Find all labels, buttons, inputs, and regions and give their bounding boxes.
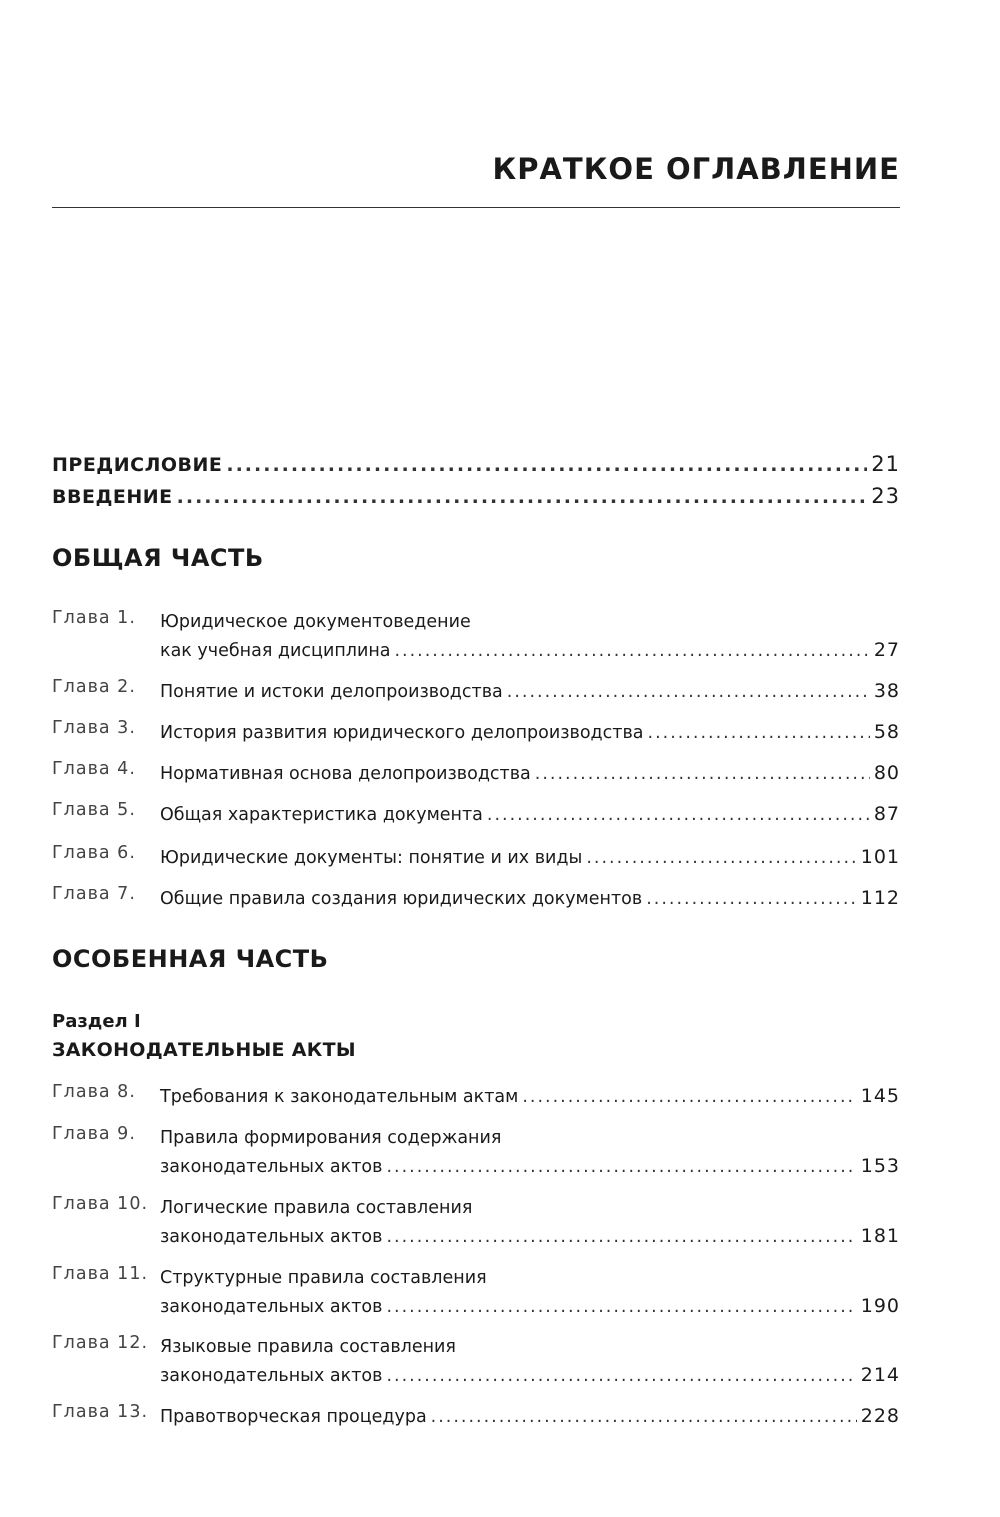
chapter-title-line: Понятие и истоки делопроизводства xyxy=(160,682,503,702)
chapter-title-line: законодательных актов xyxy=(160,1157,383,1177)
chapter-number: Глава 7. xyxy=(52,884,136,904)
chapter-title-line: Требования к законодательным актам xyxy=(160,1087,519,1107)
dot-leader xyxy=(507,678,870,706)
chapter-title-line: Юридическое документоведение xyxy=(160,612,471,632)
chapter-page: 228 xyxy=(860,1405,900,1427)
chapter-number: Глава 10. xyxy=(52,1194,149,1214)
chapter-page: 153 xyxy=(860,1155,900,1177)
special-part-heading: ОСОБЕННАЯ ЧАСТЬ xyxy=(52,945,329,973)
chapter-number: Глава 2. xyxy=(52,677,136,697)
dot-leader xyxy=(386,1293,856,1321)
dot-leader xyxy=(386,1362,856,1390)
dot-leader xyxy=(226,454,867,476)
chapter-number: Глава 8. xyxy=(52,1082,136,1102)
chapter-title-line: Правотворческая процедура xyxy=(160,1407,427,1427)
chapter-page: 38 xyxy=(873,680,900,702)
toc-entry-label: ВВЕДЕНИЕ xyxy=(52,486,173,508)
toc-entry-page: 23 xyxy=(871,484,900,508)
chapter-number: Глава 3. xyxy=(52,718,136,738)
dot-leader xyxy=(431,1403,857,1431)
chapter-page: 112 xyxy=(860,887,900,909)
dot-leader xyxy=(522,1083,856,1111)
general-part-heading: ОБЩАЯ ЧАСТЬ xyxy=(52,544,264,572)
dot-leader xyxy=(646,885,857,913)
chapter-title-line: Структурные правила составления xyxy=(160,1268,487,1288)
chapter-number: Глава 1. xyxy=(52,608,136,628)
chapter-page: 58 xyxy=(873,721,900,743)
chapter-title-line: Нормативная основа делопроизводства xyxy=(160,764,531,784)
chapter-title-line: как учебная дисциплина xyxy=(160,641,391,661)
chapter-title-line: Общие правила создания юридических документов xyxy=(160,889,643,909)
chapter-number: Глава 9. xyxy=(52,1124,136,1144)
toc-entry-page: 21 xyxy=(871,452,900,476)
chapter-title-line: Логические правила составления xyxy=(160,1198,473,1218)
chapter-title-line: законодательных актов xyxy=(160,1366,383,1386)
toc-entry-preface[interactable] xyxy=(52,452,900,476)
chapter-page: 181 xyxy=(860,1225,900,1247)
chapter-title-line: История развития юридического делопроизводства xyxy=(160,723,644,743)
chapter-page: 214 xyxy=(860,1364,900,1386)
chapter-page: 101 xyxy=(860,846,900,868)
chapter-title-line: законодательных актов xyxy=(160,1297,383,1317)
section-title: ЗАКОНОДАТЕЛЬНЫЕ АКТЫ xyxy=(52,1039,356,1061)
chapter-page: 27 xyxy=(873,639,900,661)
toc-entry-introduction[interactable] xyxy=(52,484,900,508)
chapter-number: Глава 4. xyxy=(52,759,136,779)
dot-leader xyxy=(535,760,870,788)
chapter-page: 145 xyxy=(860,1085,900,1107)
dot-leader xyxy=(386,1153,856,1181)
dot-leader xyxy=(177,486,868,508)
dot-leader xyxy=(386,1223,856,1251)
chapter-title-line: законодательных актов xyxy=(160,1227,383,1247)
section-label: Раздел I xyxy=(52,1011,141,1032)
chapter-title-line: Правила формирования содержания xyxy=(160,1128,502,1148)
chapter-page: 190 xyxy=(860,1295,900,1317)
chapter-title-line: Общая характеристика документа xyxy=(160,805,483,825)
chapter-number: Глава 5. xyxy=(52,800,136,820)
chapter-number: Глава 12. xyxy=(52,1333,149,1353)
dot-leader xyxy=(487,801,870,829)
toc-entry-label: ПРЕДИСЛОВИЕ xyxy=(52,454,223,476)
dot-leader xyxy=(394,637,869,665)
dot-leader xyxy=(586,844,856,872)
chapter-title-line: Юридические документы: понятие и их виды xyxy=(160,848,583,868)
chapter-number: Глава 11. xyxy=(52,1264,149,1284)
title-divider xyxy=(52,207,900,208)
chapter-page: 80 xyxy=(873,762,900,784)
page-title: КРАТКОЕ ОГЛАВЛЕНИЕ xyxy=(492,152,900,186)
dot-leader xyxy=(648,719,870,747)
chapter-number: Глава 13. xyxy=(52,1402,149,1422)
chapter-number: Глава 6. xyxy=(52,843,136,863)
chapter-title-line: Языковые правила составления xyxy=(160,1337,456,1357)
chapter-page: 87 xyxy=(873,803,900,825)
